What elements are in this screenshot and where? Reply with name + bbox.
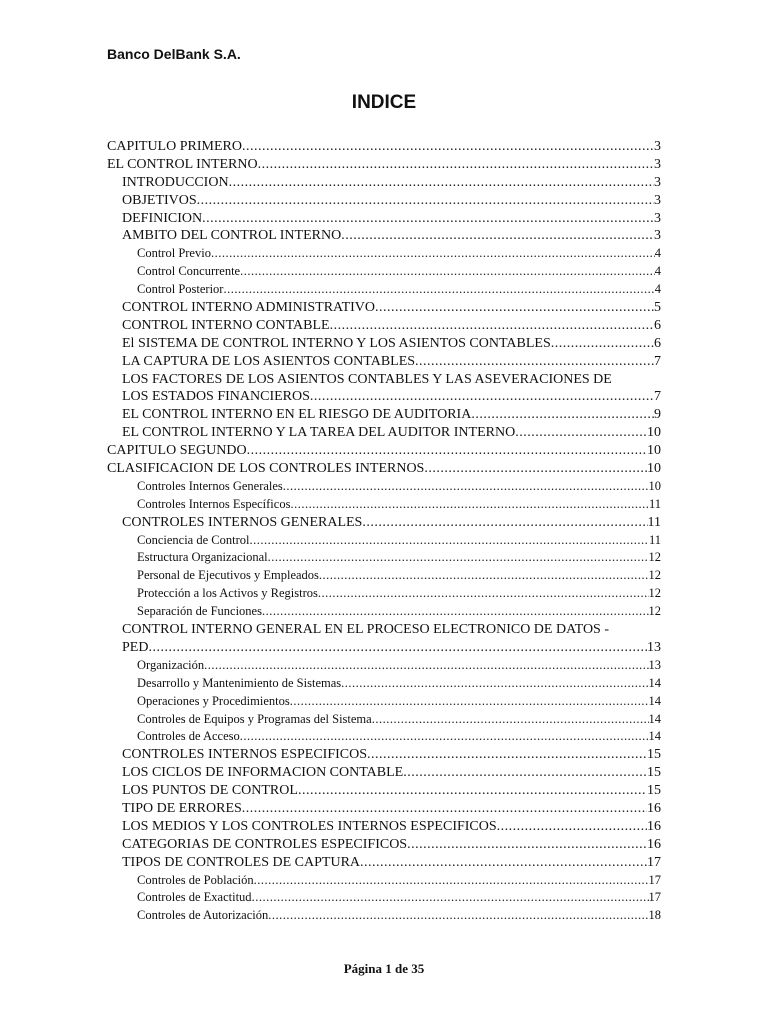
toc-entry-title: Conciencia de Control (137, 532, 250, 547)
toc-entry (107, 783, 661, 801)
toc-dot-leader (298, 783, 647, 799)
toc-entry-page-number: 13 (648, 657, 661, 672)
toc-dot-leader (330, 318, 654, 334)
toc-entry-wrapped-line: CONTROL INTERNO GENERAL EN EL PROCESO ELECTRONICO DE DATOS - (122, 622, 609, 638)
toc-entry-title: Control Posterior (137, 282, 224, 297)
toc-entry-page-number: 3 (654, 139, 661, 154)
toc-entry-page-number: 3 (654, 174, 661, 190)
toc-entry-page-number: 16 (647, 800, 661, 816)
toc-dot-leader (341, 228, 654, 244)
toc-dot-leader (403, 765, 647, 781)
toc-dot-leader (197, 193, 654, 209)
toc-entry (107, 676, 661, 694)
toc-entry-title: Operaciones y Procedimientos (137, 693, 290, 708)
toc-entry (107, 193, 661, 211)
toc-entry-page-number: 15 (647, 783, 661, 799)
toc-entry-title: AMBITO DEL CONTROL INTERNO (122, 228, 342, 244)
toc-entry (107, 175, 661, 193)
toc-entry-page-number: 12 (648, 550, 661, 565)
toc-entry-title: EL CONTROL INTERNO Y LA TAREA DEL AUDITOR INTERNO (122, 425, 516, 441)
toc-entry-page-number: 10 (647, 461, 661, 477)
toc-entry-page-number: 3 (654, 192, 661, 208)
toc-entry (107, 228, 661, 246)
toc-entry (107, 443, 661, 461)
toc-entry (107, 497, 661, 515)
toc-entry-title: CATEGORIAS DE CONTROLES ESPECIFICOS (122, 836, 408, 852)
toc-dot-leader (319, 568, 649, 583)
table-of-contents (107, 139, 661, 926)
page-footer: Página 1 de 35 (343, 961, 425, 976)
toc-entry-title: TIPO DE ERRORES (122, 800, 242, 816)
toc-entry-page-number: 14 (648, 711, 661, 726)
toc-dot-leader (375, 300, 654, 316)
toc-dot-leader (268, 550, 649, 565)
toc-entry-title: Controles Internos Generales (137, 478, 283, 493)
toc-entry-title: Controles de Exactitud (137, 890, 252, 905)
toc-entry (107, 604, 661, 622)
toc-entry-title: DEFINICION (122, 210, 203, 226)
toc-entry (107, 461, 661, 479)
toc-entry-page-number: 10 (648, 478, 661, 493)
toc-dot-leader (415, 354, 654, 370)
toc-dot-leader (372, 712, 649, 727)
toc-dot-leader (515, 425, 647, 441)
toc-entry-title: EL CONTROL INTERNO EN EL RIESGO DE AUDITORIA (122, 407, 472, 423)
toc-entry-page-number: 3 (654, 156, 661, 172)
toc-dot-leader (497, 819, 647, 835)
toc-entry (107, 282, 661, 300)
toc-entry (107, 354, 661, 372)
toc-entry-page-number: 17 (648, 890, 661, 905)
toc-entry-title: Protección a los Activos y Registros (137, 586, 318, 601)
toc-dot-leader (551, 336, 654, 352)
toc-entry-title: Estructura Organizacional (137, 550, 268, 565)
toc-entry (107, 336, 661, 354)
toc-entry-title: LOS MEDIOS Y LOS CONTROLES INTERNOS ESPECIFICOS (122, 818, 497, 834)
toc-entry (107, 658, 661, 676)
toc-entry (107, 300, 661, 318)
toc-dot-leader (247, 443, 647, 459)
toc-dot-leader (310, 389, 654, 405)
toc-dot-leader (254, 873, 649, 888)
toc-dot-leader (258, 157, 654, 173)
toc-entry (107, 550, 661, 568)
toc-entry (107, 318, 661, 336)
toc-entry-title: LOS ESTADOS FINANCIEROS (122, 389, 310, 405)
toc-entry (107, 425, 661, 443)
toc-entry-title: LOS CICLOS DE INFORMACION CONTABLE (122, 765, 404, 781)
toc-entry-page-number: 16 (647, 818, 661, 834)
toc-entry-title: EL CONTROL INTERNO (107, 156, 258, 172)
toc-entry-title: Controles Internos Específicos (137, 496, 291, 511)
toc-entry-page-number: 7 (654, 353, 661, 369)
toc-dot-leader (360, 855, 647, 871)
toc-dot-leader (229, 175, 654, 191)
toc-entry-page-number: 6 (654, 317, 661, 333)
toc-entry-title: Controles de Autorización (137, 908, 269, 923)
toc-dot-leader (268, 908, 648, 923)
toc-entry (107, 139, 661, 157)
toc-entry (107, 640, 661, 658)
toc-entry (107, 515, 661, 533)
toc-dot-leader (240, 729, 649, 744)
toc-entry-title: CONTROL INTERNO CONTABLE (122, 317, 330, 333)
toc-dot-leader (240, 264, 655, 279)
toc-dot-leader (202, 211, 654, 227)
toc-entry-page-number: 4 (654, 246, 661, 261)
toc-entry (107, 801, 661, 819)
toc-entry-page-number: 16 (647, 836, 661, 852)
toc-entry (107, 246, 661, 264)
toc-entry-page-number: 10 (647, 425, 661, 441)
toc-dot-leader (424, 461, 647, 477)
toc-entry-title: El SISTEMA DE CONTROL INTERNO Y LOS ASIENTOS CONTABLES (122, 335, 551, 351)
toc-entry (107, 765, 661, 783)
toc-entry (107, 533, 661, 551)
toc-entry-title: Controles de Acceso (137, 729, 240, 744)
toc-entry-page-number: 13 (647, 639, 661, 655)
toc-entry (107, 819, 661, 837)
toc-dot-leader (362, 515, 647, 531)
toc-entry-page-number: 9 (654, 407, 661, 423)
toc-entry-title: LOS PUNTOS DE CONTROL (122, 783, 298, 799)
toc-entry-page-number: 12 (648, 604, 661, 619)
toc-entry-title: CONTROL INTERNO ADMINISTRATIVO (122, 300, 376, 316)
toc-entry (107, 479, 661, 497)
toc-entry (107, 729, 661, 747)
toc-dot-leader (318, 586, 649, 601)
toc-entry-title: Control Previo (137, 246, 211, 261)
toc-entry-page-number: 11 (647, 514, 661, 530)
toc-dot-leader (290, 497, 649, 512)
toc-entry-page-number: 4 (654, 282, 661, 297)
toc-entry-page-number: 12 (648, 586, 661, 601)
toc-entry (107, 264, 661, 282)
toc-entry-title: Separación de Funciones (137, 604, 262, 619)
toc-entry-page-number: 12 (648, 568, 661, 583)
toc-entry-page-number: 11 (648, 532, 661, 547)
toc-entry-page-number: 7 (654, 389, 661, 405)
toc-entry (107, 890, 661, 908)
toc-entry-wrapped-line: LOS FACTORES DE LOS ASIENTOS CONTABLES Y LAS ASEVERACIONES DE (122, 371, 612, 387)
toc-entry-title: CAPITULO PRIMERO (107, 139, 242, 154)
toc-dot-leader (252, 890, 649, 905)
toc-entry (107, 837, 661, 855)
toc-entry (107, 211, 661, 229)
toc-entry-title: Organización (137, 657, 205, 672)
toc-entry-page-number: 11 (648, 496, 661, 511)
toc-entry-title: Controles de Equipos y Programas del Sistema (137, 711, 372, 726)
toc-entry (107, 568, 661, 586)
toc-entry-page-number: 3 (654, 210, 661, 226)
toc-entry-title: CONTROLES INTERNOS ESPECIFICOS (122, 747, 368, 763)
toc-entry-title: CAPITULO SEGUNDO (107, 443, 247, 459)
toc-dot-leader (242, 801, 647, 817)
toc-entry-page-number: 5 (654, 300, 661, 316)
toc-dot-leader (341, 676, 648, 691)
toc-entry-title: CONTROLES INTERNOS GENERALES (122, 514, 363, 530)
toc-entry (107, 855, 661, 873)
toc-entry-title: OBJETIVOS (122, 192, 197, 208)
toc-entry (107, 157, 661, 175)
toc-entry-title: LA CAPTURA DE LOS ASIENTOS CONTABLES (122, 353, 416, 369)
toc-entry-title: Personal de Ejecutivos y Empleados (137, 568, 319, 583)
toc-entry-page-number: 14 (648, 729, 661, 744)
toc-dot-leader (290, 694, 649, 709)
toc-dot-leader (249, 533, 648, 548)
toc-dot-leader (283, 479, 649, 494)
toc-dot-leader (471, 407, 654, 423)
toc-dot-leader (223, 282, 654, 297)
toc-entry-title: PED (122, 639, 149, 655)
toc-entry-page-number: 17 (648, 872, 661, 887)
toc-entry-title: INTRODUCCION (122, 174, 229, 190)
toc-dot-leader (204, 658, 648, 673)
toc-entry-title: Controles de Población (137, 872, 254, 887)
toc-dot-leader (407, 837, 647, 853)
toc-entry (107, 908, 661, 926)
toc-entry-page-number: 17 (647, 854, 661, 870)
toc-entry (107, 712, 661, 730)
toc-dot-leader (242, 139, 654, 155)
toc-entry (107, 407, 661, 425)
toc-entry-page-number: 4 (654, 264, 661, 279)
toc-entry-title: Control Concurrente (137, 264, 241, 279)
toc-entry-page-number: 18 (648, 908, 661, 923)
toc-entry (107, 694, 661, 712)
toc-entry-page-number: 10 (647, 443, 661, 459)
toc-entry-page-number: 15 (647, 765, 661, 781)
toc-entry (107, 586, 661, 604)
toc-entry-page-number: 3 (654, 228, 661, 244)
toc-entry (107, 389, 661, 407)
toc-entry-page-number: 14 (648, 675, 661, 690)
toc-dot-leader (211, 246, 655, 261)
toc-dot-leader (367, 747, 647, 763)
toc-entry-title: TIPOS DE CONTROLES DE CAPTURA (122, 854, 361, 870)
toc-entry-page-number: 6 (654, 335, 661, 351)
document-header: Banco DelBank S.A. (107, 46, 241, 62)
toc-dot-leader (148, 640, 647, 656)
toc-entry-page-number: 15 (647, 747, 661, 763)
toc-entry-page-number: 14 (648, 693, 661, 708)
toc-entry-title: CLASIFICACION DE LOS CONTROLES INTERNOS (107, 461, 425, 477)
toc-dot-leader (262, 604, 649, 619)
toc-entry (107, 747, 661, 765)
toc-entry-title: Desarrollo y Mantenimiento de Sistemas (137, 675, 342, 690)
toc-entry (107, 873, 661, 891)
page-title: INDICE (351, 92, 417, 113)
